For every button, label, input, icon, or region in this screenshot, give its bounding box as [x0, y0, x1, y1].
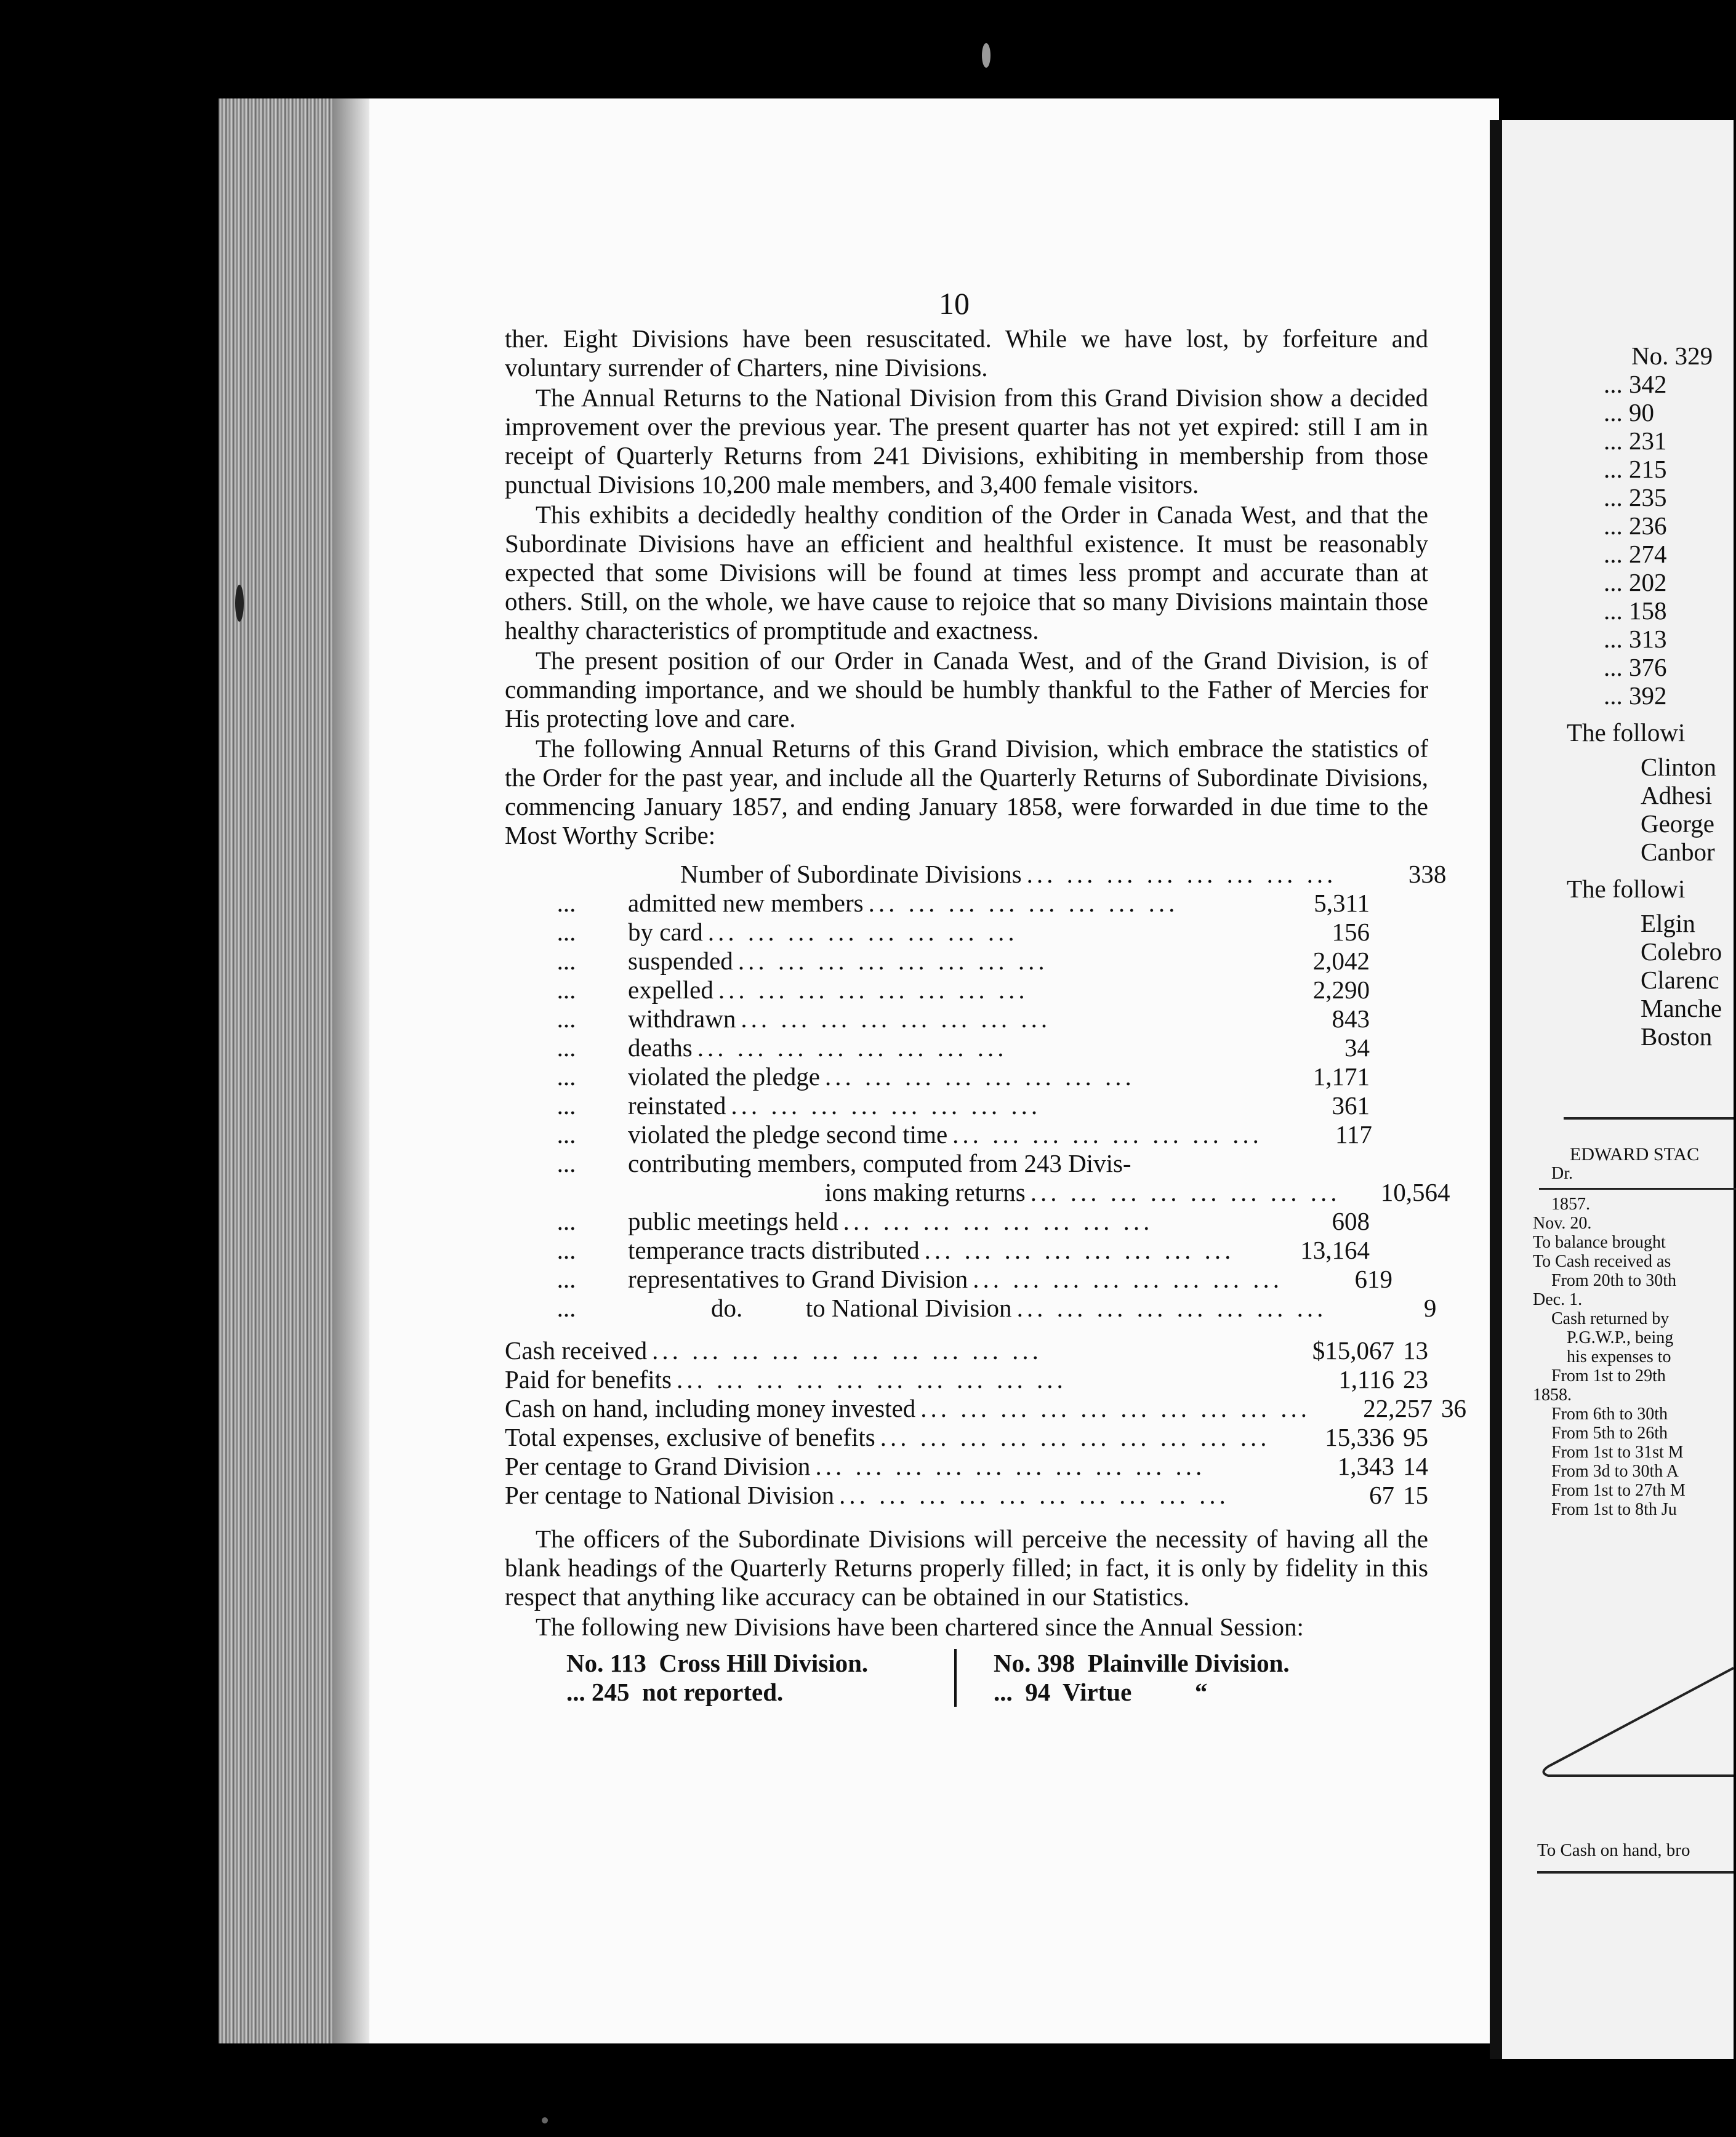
- cash-row: [505, 1423, 1428, 1452]
- leader-dots: ... ... ... ... ... ... ... ...: [697, 1033, 1008, 1062]
- returns-row: [505, 889, 1428, 918]
- footer-rule: [1537, 1871, 1734, 1874]
- leader-dots: ... ... ... ... ... ... ... ...: [707, 918, 1018, 946]
- closing-paragraph-2: The following new Divisions have been chartered since the Annual Session:: [536, 1613, 1304, 1641]
- row-prefix: ...: [557, 1004, 576, 1033]
- row-label: ions making returns: [825, 1178, 1026, 1206]
- ledger-footer: To Cash on hand, bro: [1537, 1840, 1690, 1860]
- row-prefix: ...: [557, 1033, 576, 1062]
- ledger-line: From 6th to 30th: [1551, 1405, 1668, 1424]
- row-value: 5,311: [1314, 889, 1370, 917]
- row-value: 843: [1332, 1004, 1370, 1033]
- row-value: 117: [1335, 1120, 1372, 1149]
- ledger-line: From 3d to 30th A: [1551, 1462, 1679, 1481]
- leader-dots: ... ... ... ... ... ... ... ...: [737, 947, 1048, 975]
- ledger-line: From 20th to 30th: [1551, 1271, 1677, 1290]
- page-content: [505, 286, 1467, 1707]
- ledger-line: From 5th to 26th: [1551, 1424, 1668, 1443]
- row-prefix: ...: [557, 1062, 576, 1091]
- leader-dots: ... ... ... ... ... ... ... ... ... ...: [815, 1452, 1206, 1480]
- cash-value: $15,067: [1312, 1336, 1394, 1365]
- cash-row: [505, 1481, 1428, 1510]
- ledger-line: To balance brought: [1533, 1233, 1666, 1252]
- row-value: 619: [1354, 1265, 1392, 1293]
- ledger-account: [1533, 1145, 1736, 1519]
- returns-row: [505, 1265, 1428, 1294]
- chartered-divisions: [505, 1649, 1428, 1707]
- division-number: ... 376: [1604, 653, 1667, 681]
- division-number: ... 342: [1604, 370, 1667, 398]
- division-number: ... 274: [1604, 540, 1667, 568]
- division-number: ... 202: [1604, 568, 1667, 596]
- division-number: ... 90: [1604, 398, 1654, 427]
- cash-value: 15,336: [1325, 1423, 1394, 1451]
- division-name: Clinton: [1641, 753, 1717, 781]
- ledger-line: 1858.: [1533, 1385, 1572, 1405]
- scan-speck: [235, 585, 244, 622]
- cash-row: [505, 1336, 1428, 1365]
- row-value: 608: [1332, 1207, 1370, 1235]
- cash-row: [505, 1394, 1467, 1423]
- cash-label: Total expenses, exclusive of benefits: [505, 1423, 875, 1451]
- leader-dots: ... ... ... ... ... ... ... ... ... ...: [652, 1336, 1042, 1365]
- division-number: ... 313: [1604, 625, 1667, 653]
- row-label: deaths: [628, 1033, 693, 1062]
- ledger-rule: [1539, 1188, 1736, 1195]
- ledger-heading: EDWARD STAC: [1570, 1144, 1700, 1165]
- cash-cents: 13: [1403, 1336, 1428, 1365]
- division-name: George: [1641, 809, 1714, 838]
- row-label: by card: [628, 918, 703, 946]
- row-value: 156: [1332, 918, 1370, 946]
- ledger-line: Dec. 1.: [1533, 1290, 1583, 1309]
- row-label: reinstated: [628, 1091, 726, 1120]
- cash-label: Per centage to Grand Division: [505, 1452, 811, 1480]
- chartered-entry: ... 94 Virtue “: [994, 1678, 1208, 1706]
- cash-value: 1,343: [1337, 1452, 1394, 1480]
- leader-dots: ... ... ... ... ... ... ... ... ... ...: [839, 1481, 1229, 1509]
- cash-label: Paid for benefits: [505, 1365, 672, 1393]
- row-value: 2,290: [1312, 976, 1370, 1004]
- closing-paragraph-1: The officers of the Subordinate Divisions will perceive the necessity of having all the blank headings of the Quarterly Returns properly filled; in fact, it is only by fidelity in this respect that anything like accuracy can be obtained in our Statistics.: [505, 1525, 1428, 1611]
- cash-cents: 15: [1403, 1481, 1428, 1509]
- row-label: public meetings held: [628, 1207, 838, 1235]
- row-value: 9: [1423, 1294, 1437, 1322]
- leader-dots: ... ... ... ... ... ... ... ...: [741, 1004, 1051, 1033]
- cash-value: 67: [1369, 1481, 1394, 1509]
- cash-cents: 36: [1441, 1394, 1467, 1422]
- returns-row: [505, 1062, 1428, 1091]
- following-heading: The followi: [1567, 875, 1686, 903]
- row-label: violated the pledge: [628, 1062, 820, 1091]
- leader-dots: ... ... ... ... ... ... ... ...: [1026, 860, 1337, 888]
- division-number: ... 236: [1604, 511, 1667, 540]
- section-rule: [1564, 1117, 1734, 1120]
- row-prefix: ...: [557, 947, 576, 975]
- returns-row: [505, 918, 1428, 947]
- cash-label: Cash received: [505, 1336, 648, 1365]
- cash-label: Per centage to National Division: [505, 1481, 835, 1509]
- returns-row: [505, 1178, 1450, 1207]
- ledger-line: Cash returned by: [1551, 1309, 1670, 1328]
- ledger-line: From 1st to 29th: [1551, 1366, 1666, 1385]
- row-prefix: ...: [557, 1120, 576, 1149]
- row-label: violated the pledge second time: [628, 1120, 948, 1149]
- cash-value: 22,257: [1363, 1394, 1433, 1422]
- leader-dots: ... ... ... ... ... ... ... ... ... ...: [676, 1365, 1067, 1393]
- cash-value: 1,116: [1338, 1365, 1394, 1393]
- returns-row: [505, 1033, 1428, 1062]
- scan-speck: [542, 2117, 548, 2123]
- leader-dots: ... ... ... ... ... ... ... ...: [843, 1207, 1154, 1235]
- returns-row: [505, 1236, 1428, 1265]
- cash-cents: 95: [1403, 1423, 1428, 1451]
- row-label: do. to National Division: [711, 1294, 1012, 1322]
- returns-row: [505, 1091, 1428, 1120]
- ledger-line: From 1st to 8th Ju: [1551, 1500, 1677, 1519]
- ledger-line: his expenses to: [1567, 1347, 1671, 1366]
- paragraph-2: The Annual Returns to the National Division from this Grand Division show a decided improvement over the previous year. The present quarter has not yet expired: still I am in receipt of Quarterly Returns from 241 Divisions, exhibiting in membership from those punctual Divisions 10,200 male members, and 3,400 female visitors.: [505, 383, 1428, 499]
- ledger-dr: Dr.: [1551, 1164, 1573, 1183]
- row-value: 2,042: [1312, 947, 1370, 975]
- row-value: 361: [1332, 1091, 1370, 1120]
- cash-cents: 23: [1403, 1365, 1428, 1393]
- division-number: ... 235: [1604, 483, 1667, 511]
- row-prefix: ...: [557, 1149, 576, 1177]
- returns-row: [505, 976, 1428, 1004]
- leader-dots: ... ... ... ... ... ... ... ...: [924, 1236, 1235, 1264]
- row-label: withdrawn: [628, 1004, 736, 1033]
- row-prefix: ...: [557, 1091, 576, 1120]
- row-label: contributing members, computed from 243 Divis-: [628, 1149, 1131, 1177]
- returns-row: [505, 1004, 1428, 1033]
- division-number: ... 231: [1604, 427, 1667, 455]
- row-label: representatives to Grand Division: [628, 1265, 968, 1293]
- chartered-entry: ... 245 not reported.: [566, 1678, 784, 1706]
- row-value: 34: [1344, 1033, 1370, 1062]
- following-heading: The followi: [1567, 718, 1686, 747]
- row-label: temperance tracts distributed: [628, 1236, 920, 1264]
- ledger-line: P.G.W.P., being: [1567, 1328, 1674, 1347]
- ledger-line: From 1st to 31st M: [1551, 1443, 1684, 1462]
- row-label: expelled: [628, 976, 713, 1004]
- row-prefix: ...: [557, 889, 576, 917]
- division-name: Canbor: [1641, 838, 1715, 866]
- ledger-line: To Cash received as: [1533, 1252, 1671, 1271]
- leader-dots: ... ... ... ... ... ... ... ... ... ...: [880, 1423, 1271, 1451]
- division-number: ... 158: [1604, 596, 1667, 625]
- chartered-entry: No. 398 Plainville Division.: [994, 1649, 1290, 1677]
- leader-dots: ... ... ... ... ... ... ... ...: [731, 1091, 1042, 1120]
- paragraph-3: This exhibits a decidedly healthy condition of the Order in Canada West, and that the Subordinate Divisions have an efficient and healthful existence. It must be reasonably expected that some Divisions will be found at times less prompt and accurate than at others. Still, on the whole, we have cause to rejoice that so many Divisions maintain those healthy characteristics of promptitude and exactness.: [505, 500, 1428, 644]
- returns-table: [505, 860, 1450, 1323]
- paragraph-4: The present position of our Order in Canada West, and of the Grand Division, is of commanding importance, and we should be humbly thankful to the Father of Mercies for His protecting love and care.: [505, 646, 1428, 732]
- leader-dots: ... ... ... ... ... ... ... ...: [973, 1265, 1283, 1293]
- row-value: 10,564: [1380, 1178, 1450, 1206]
- cash-label: Cash on hand, including money invested: [505, 1394, 916, 1422]
- division-number: No. 329: [1631, 342, 1713, 370]
- ledger-brace: [1536, 1662, 1734, 1785]
- chartered-left-column: [505, 1649, 954, 1707]
- row-prefix: ...: [557, 1207, 576, 1235]
- returns-row: [505, 1120, 1428, 1149]
- division-number: ... 215: [1604, 455, 1667, 483]
- scan-speck: [982, 43, 991, 68]
- returns-row: [505, 1207, 1428, 1236]
- division-number: ... 392: [1604, 681, 1667, 710]
- chartered-entry: No. 113 Cross Hill Division.: [566, 1649, 869, 1677]
- row-prefix: ...: [557, 1236, 576, 1264]
- division-name: Adhesi: [1641, 781, 1713, 809]
- row-value: 13,164: [1300, 1236, 1370, 1264]
- cash-cents: 14: [1403, 1452, 1428, 1480]
- row-prefix: ...: [557, 976, 576, 1004]
- ledger-line: Nov. 20.: [1533, 1214, 1592, 1233]
- division-name: Boston: [1641, 1022, 1713, 1051]
- leader-dots: ... ... ... ... ... ... ... ...: [718, 976, 1029, 1004]
- returns-row: [505, 860, 1447, 889]
- division-name: Colebro: [1641, 937, 1722, 966]
- row-prefix: ...: [557, 1265, 576, 1293]
- division-name: Elgin: [1641, 909, 1695, 937]
- ledger-line: 1857.: [1551, 1195, 1590, 1214]
- paragraph-1: ther. Eight Divisions have been resuscitated. While we have lost, by forfeiture and voluntary surrender of Charters, nine Divisions.: [505, 324, 1428, 382]
- row-label: Number of Subordinate Divisions: [680, 860, 1022, 888]
- leader-dots: ... ... ... ... ... ... ... ...: [952, 1120, 1263, 1149]
- leader-dots: ... ... ... ... ... ... ... ...: [868, 889, 1179, 917]
- returns-row: [505, 1149, 1428, 1178]
- cash-row: [505, 1365, 1428, 1394]
- leader-dots: ... ... ... ... ... ... ... ... ... ...: [920, 1394, 1311, 1422]
- chartered-right-column: [954, 1649, 1290, 1707]
- ledger-line: From 1st to 27th M: [1551, 1481, 1686, 1500]
- leader-dots: ... ... ... ... ... ... ... ...: [1030, 1178, 1341, 1206]
- returns-row: [505, 947, 1428, 976]
- row-label: suspended: [628, 947, 733, 975]
- cash-table: [505, 1336, 1467, 1510]
- page-edge: [219, 98, 342, 2043]
- row-prefix: ...: [557, 1294, 576, 1322]
- paragraph-5: The following Annual Returns of this Grand Division, which embrace the statistics of the Order for the past year, and include all the Quarterly Returns of Subordinate Divisions, commencing January 1857, and ending January 1858, were forwarded in due time to the Most Worthy Scribe:: [505, 734, 1428, 849]
- cash-row: [505, 1452, 1428, 1481]
- returns-row: [505, 1294, 1437, 1323]
- right-page-content: [1567, 342, 1722, 1051]
- page-edge-shade: [332, 98, 369, 2043]
- row-prefix: ...: [557, 918, 576, 946]
- leader-dots: ... ... ... ... ... ... ... ...: [824, 1062, 1135, 1091]
- page-number: 10: [939, 286, 970, 321]
- row-value: 338: [1408, 860, 1447, 888]
- row-value: 1,171: [1312, 1062, 1370, 1091]
- division-name: Manche: [1641, 994, 1722, 1022]
- row-label: admitted new members: [628, 889, 864, 917]
- leader-dots: ... ... ... ... ... ... ... ...: [1016, 1294, 1327, 1322]
- division-name: Clarenc: [1641, 966, 1719, 994]
